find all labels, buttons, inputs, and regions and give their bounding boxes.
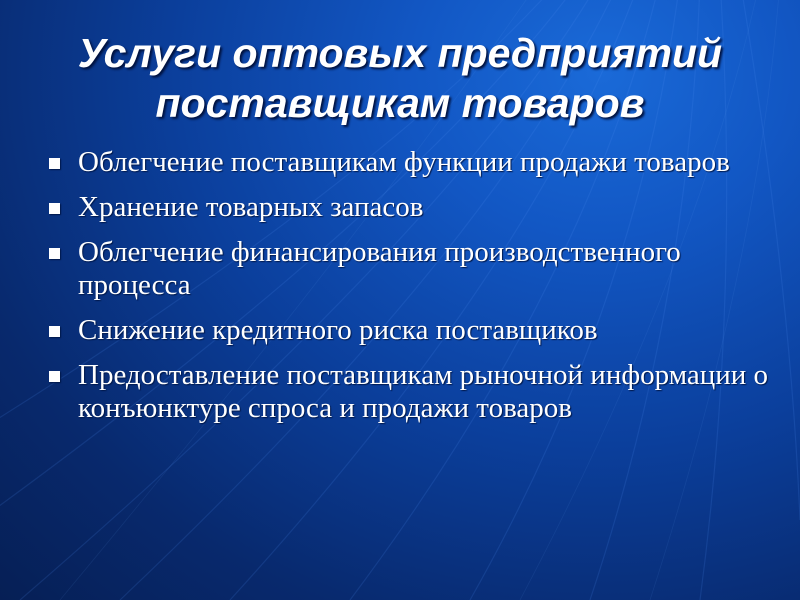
- bullet-item: [44, 314, 774, 347]
- bullet-text: Предоставление поставщикам рыночной информации о конъюнктуре спроса и продажи товаров: [78, 359, 769, 424]
- square-bullet-icon: [49, 248, 60, 259]
- square-bullet-icon: [49, 158, 60, 169]
- bullet-item: [44, 191, 774, 224]
- slide-title: Услуги оптовых предприятий поставщикам товаров: [77, 30, 723, 126]
- square-bullet-icon: [49, 371, 60, 382]
- bullet-text: Облегчение финансирования производственного процесса: [78, 236, 681, 301]
- square-bullet-icon: [49, 203, 60, 214]
- bullet-text: Хранение товарных запасов: [78, 191, 424, 223]
- bullet-text: Снижение кредитного риска поставщиков: [78, 314, 598, 346]
- bullet-item: [44, 359, 774, 425]
- bullet-item: [44, 146, 774, 179]
- bullet-list: [44, 146, 774, 437]
- bullet-text: Облегчение поставщикам функции продажи товаров: [78, 146, 730, 178]
- square-bullet-icon: [49, 326, 60, 337]
- bullet-item: [44, 236, 774, 302]
